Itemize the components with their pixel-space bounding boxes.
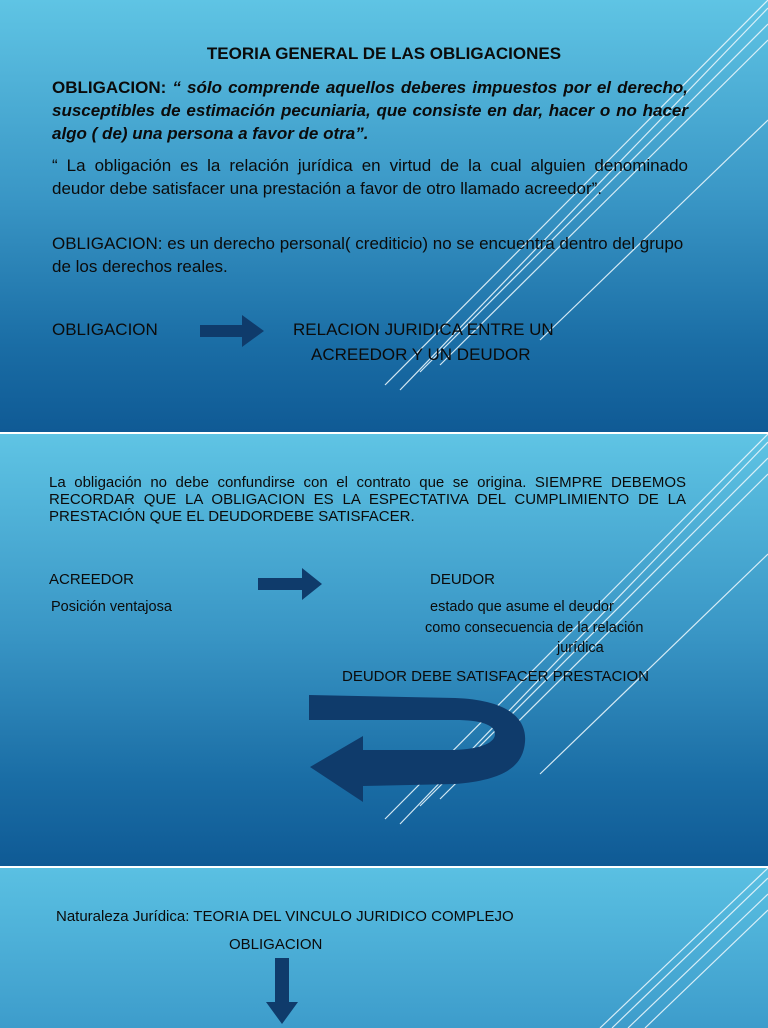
acreedor-label: ACREEDOR (49, 571, 135, 588)
slide-3 (0, 868, 768, 1028)
definition-label: OBLIGACION: (52, 78, 167, 97)
decorative-diagonal-lines (0, 0, 768, 432)
personal-right-paragraph: OBLIGACION: es un derecho personal( crediticio) no se encuentra dentro del grupo de los derechos reales. (52, 234, 684, 276)
naturaleza-juridica: Naturaleza Jurídica: TEORIA DEL VINCULO JURIDICO COMPLEJO (56, 908, 514, 925)
deudor-description-line-3: jurídica (557, 640, 604, 656)
definition-text: “ sólo comprende aquellos deberes impuestos por el derecho, susceptibles de estimación pecuniaria, que consiste en dar, hacer o no hacer algo ( de) una persona a favor de otra”. (52, 78, 688, 143)
prestacion-statement: DEUDOR DEBE SATISFACER PRESTACION (342, 668, 649, 685)
deudor-label: DEUDOR (430, 571, 496, 588)
deudor-description-line-2: como consecuencia de la relación (425, 620, 644, 636)
definition-paragraph (52, 76, 688, 145)
down-arrow-icon (266, 958, 298, 1024)
relation-line-1: RELACION JURIDICA ENTRE UN (293, 320, 554, 339)
obligacion-heading: OBLIGACION (229, 936, 323, 953)
slide-title: TEORIA GENERAL DE LAS OBLIGACIONES (206, 44, 562, 63)
quote-paragraph: “ La obligación es la relación jurídica en virtud de la cual alguien denominado deudor debe satisfacer una prestación a favor de otro llamado acreedor”. (52, 156, 688, 198)
decorative-diagonal-lines (0, 868, 768, 1028)
intro-paragraph: La obligación no debe confundirse con el contrato que se origina. SIEMPRE DEBEMOS RECORDAR QUE LA OBLIGACION ES LA ESPECTATIVA DEL CUMPLIMIENTO DE LA PRESTACIÓN QUE EL DEUDORDEBE SATISFACER. (49, 474, 686, 525)
right-arrow-icon (200, 315, 264, 347)
curved-u-turn-arrow-icon (305, 692, 530, 807)
right-arrow-icon (258, 568, 322, 600)
obligacion-term: OBLIGACION (52, 320, 158, 339)
relation-line-2: ACREEDOR Y UN DEUDOR (311, 345, 531, 364)
deudor-description-line-1: estado que asume el deudor (430, 599, 614, 615)
slide-2 (0, 434, 768, 866)
slide-1 (0, 0, 768, 432)
acreedor-description: Posición ventajosa (51, 599, 172, 615)
